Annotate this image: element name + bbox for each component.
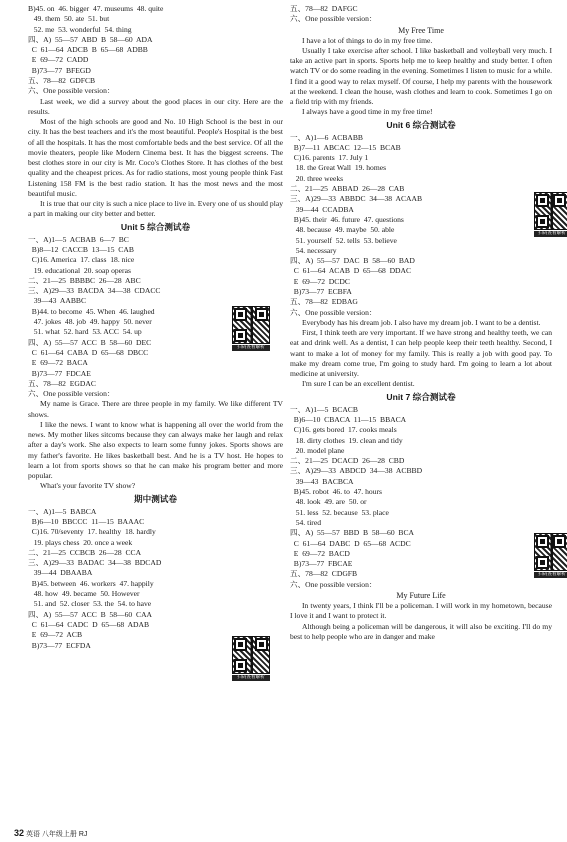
essay-paragraph: It is true that our city is such a nice place to live in. Every one of us should play a part in making our city better and better. [28, 199, 283, 219]
answer-line: C)16. 70/seventy 17. healthy 18. hardly [28, 527, 156, 537]
essay-paragraph: Usually I take exercise after school. I like basketball and volleyball very much. I take an active part in sports. Sports help me to keep healthy and study better. I often watch TV or do some reading in the evening. Sometimes I listen to music for a while. I find it a good way to relax myself. Of course, I help my parents with the housework at the weekend. I clean the house, wash clothes and learn to cook. Sometimes I go on a field trip with my friends. [290, 45, 552, 107]
answer-line: 39—44 DBAABA [28, 568, 93, 578]
answer-line: C)16. America 17. class 18. nice [28, 255, 135, 265]
right-column [290, 4, 552, 642]
answer-line: 二、21—25 DCACD 26—28 CBD [290, 456, 405, 466]
answer-line: C)16. gets bored 17. cooks meals [290, 425, 397, 435]
answer-line: 19. plays chess 20. once a week [28, 537, 133, 547]
answer-line: 一、A)1—6 ACBABB [290, 132, 363, 142]
answer-line: 39—44 CCADBA [290, 204, 354, 214]
page-number: 32 [14, 828, 25, 838]
answer-line: 18. dirty clothes 19. clean and tidy [290, 435, 403, 445]
unit7-title: Unit 7 综合测试卷 [386, 391, 456, 402]
answer-line: 39—43 AABBC [28, 296, 87, 306]
unit6-answers [290, 133, 552, 318]
answer-line: 51. what 52. hard 53. ACC 54. up [28, 327, 142, 337]
answer-line: 六、One possible version： [290, 307, 377, 317]
essay-paragraph: Everybody has his dream job. I also have my dream job. I want to be a dentist. [302, 317, 541, 327]
answer-line: 二、21—25 ABBAD 26—28 CAB [290, 184, 405, 194]
answer-line: 三、A)29—33 BADAC 34—38 BDCAD [28, 558, 162, 568]
essay-paragraph: I'm sure I can be an excellent dentist. [302, 379, 415, 389]
answer-line: 三、A)29—33 ABBDC 34—38 ACAAB [290, 194, 423, 204]
qr-caption: 扫码查看解析 [534, 572, 567, 578]
answer-line: 一、A)1—5 ACBAB 6—7 BC [28, 234, 129, 244]
answer-line: 四、A) 55—57 ACC B 58—60 CAA [28, 609, 153, 619]
essay-paragraph: I always have a good time in my free time! [302, 107, 433, 117]
answer-line: 五、78—82 EGDAC [28, 378, 96, 388]
qr-code-icon [232, 306, 270, 344]
answer-line: 四、A) 55—57 ACC B 58—60 DEC [28, 337, 152, 347]
answer-line: 六、One possible version： [28, 86, 115, 96]
answer-line: 20. model plane [290, 445, 345, 455]
answer-line: 51. and 52. closer 53. the 54. to have [28, 599, 152, 609]
midterm-answers-cont [290, 4, 552, 25]
answer-line: 二、21—25 BBBBC 26—28 ABC [28, 275, 141, 285]
qr-code-midterm[interactable] [232, 636, 270, 680]
answer-line: B)44. to become 45. When 46. laughed [28, 306, 155, 316]
essay-paragraph: In twenty years, I think I'll be a policeman. I will work in my hometown, because I love it and I want to protect it. [290, 601, 552, 621]
answer-line: 20. three weeks [290, 173, 344, 183]
essay-city-survey [28, 97, 283, 220]
qr-code-icon [534, 192, 567, 230]
answer-line: B)45. their 46. future 47. questions [290, 214, 404, 224]
essay-paragraph: My name is Grace. There are three people in my family. We like different TV shows. [28, 399, 283, 419]
qr-code-icon [534, 533, 567, 571]
answer-line: E 69—72 BACA [28, 358, 88, 368]
answer-line: 四、A) 55—57 DAC B 58—60 BAD [290, 256, 415, 266]
answer-line: B)8—12 CACCB 13—15 CAB [28, 244, 134, 254]
answer-line: 二、21—25 CCBCB 26—28 CCA [28, 547, 142, 557]
answer-line: B)6—10 CBACA 11—15 BBACA [290, 414, 407, 424]
footer-subject: 英语 八年级上册 RJ [25, 831, 88, 838]
essay-paragraph: First, I think teeth are very important. If we have strong and healthy teeth, we can eat and drink well. As a dentist, I can help people keep their teeth healthy. Second, I want to make a lot of money for my family. This is really a job with good pay. To make my dream come true, I'm going to study hard. I'm going to learn a lot about medicine at university. [290, 328, 552, 379]
answer-line: B)73—77 FBCAE [290, 559, 353, 569]
essay-dream-job [290, 318, 552, 390]
essay-paragraph: What's your favorite TV show? [40, 481, 136, 491]
essay-paragraph: Although being a policeman will be dangerous, it will also be exciting. I'll do my best to help people who are in danger and make [290, 621, 552, 641]
qr-code-unit7[interactable] [534, 533, 567, 577]
answer-line: 51. less 52. because 53. place [290, 507, 389, 517]
answer-line: C 61—64 DABC D 65—68 ACDC [290, 538, 411, 548]
essay-future-life-title: My Future Life [396, 591, 446, 601]
answer-line: 一、A)1—5 BABCA [28, 506, 97, 516]
unit7-answers [290, 405, 552, 590]
answer-line: 六、One possible version： [290, 579, 377, 589]
essay-future-life [290, 601, 552, 642]
answer-line: 五、78—82 GDFCB [28, 76, 96, 86]
answer-line: 48. how 49. became 50. However [28, 589, 140, 599]
essay-paragraph: Last week, we did a survey about the good places in our city. Here are the results. [28, 96, 283, 116]
answer-line: E 69—72 CADD [28, 55, 89, 65]
answer-line: 三、A)29—33 BACDA 34—38 CDACC [28, 286, 161, 296]
midterm-title: 期中测试卷 [134, 493, 177, 504]
answer-line: C 61—64 ACAB D 65—68 DDAC [290, 266, 412, 276]
qr-caption: 扫码查看解析 [232, 345, 270, 351]
answer-line: C 61—64 CABA D 65—68 DBCC [28, 347, 149, 357]
answer-line: C)16. parents 17. July 1 [290, 153, 369, 163]
answer-line: 五、78—82 DAFGC [290, 4, 358, 13]
answer-line: 四、A) 55—57 ABD B 58—60 ADA [28, 34, 153, 44]
essay-paragraph: Most of the high schools are good and No. 10 High School is the best in our city. It has the best teachers and it's the most beautiful. People's Hospital is the best of all the hospitals. It has the most comfortable beds and the best service. Of all the movie theaters, people like Modern Cinema best. It has the biggest screens. The best clothes store in our city is Mr. Coco's Clothes Store. It has clothes of the best quality and the cheapest prices. As for radio stations, most young people think Fast Listening 158 FM is the best radio station. It has the most news and the most beautiful music. [28, 117, 283, 198]
answer-line: E 69—72 BACD [290, 548, 350, 558]
answer-line: 六、One possible version： [28, 389, 115, 399]
answer-line: 54. tired [290, 517, 322, 527]
answer-line: B)45. between 46. workers 47. happily [28, 578, 154, 588]
answer-line: E 69—72 ACB [28, 630, 83, 640]
qr-code-unit6[interactable] [534, 192, 567, 236]
answer-line: 六、One possible version： [290, 14, 377, 24]
page-footer [14, 828, 87, 840]
answer-line: B)7—11 ABCAC 12—15 BCAB [290, 142, 401, 152]
unit5-title: Unit 5 综合测试卷 [120, 221, 191, 232]
answer-line: 三、A)29—33 ABDCD 34—38 ACBBD [290, 466, 423, 476]
answer-line: 四、A) 55—57 BBD B 58—60 BCA [290, 528, 415, 538]
answer-line: B)73—77 ECBFA [290, 287, 352, 297]
essay-paragraph: I like the news. I want to know what is happening all over the world from the news. My mother likes sitcoms because they can always make her laugh and relax after a day's work. She also expects to learn some funny jokes. Sports shows are my father's favorite. He likes basketball best. And he is a TV host. He hopes to learn a lot from sports shows so that he can make his program better and more popular. [28, 419, 283, 481]
midterm-answers [28, 507, 283, 651]
answers-prev-unit [28, 4, 283, 97]
answer-line: 51. yourself 52. tells 53. believe [290, 235, 397, 245]
answer-line: 52. me 53. wonderful 54. thing [28, 24, 132, 34]
answer-line: 47. jokes 48. job 49. happy 50. never [28, 317, 152, 327]
essay-free-time-title: My Free Time [398, 25, 444, 35]
qr-caption: 扫码查看解析 [232, 675, 270, 681]
answer-line: C 61—64 ADCB B 65—68 ADBB [28, 45, 148, 55]
answer-line: 48. look 49. are 50. or [290, 497, 367, 507]
answer-line: B)73—77 ECFDA [28, 640, 91, 650]
answer-line: B)45. on 46. bigger 47. museums 48. quite [28, 4, 164, 13]
qr-caption: 扫码查看解析 [534, 231, 567, 237]
answer-line: 五、78—82 CDGFB [290, 569, 358, 579]
answer-line: 54. necessary [290, 245, 337, 255]
answer-line: 39—43 BACBCA [290, 476, 354, 486]
answer-line: B)73—77 FDCAE [28, 368, 91, 378]
answer-line: C 61—64 CADC D 65—68 ADAB [28, 619, 150, 629]
answer-line: 五、78—82 EDBAG [290, 297, 358, 307]
answer-line: B)73—77 BFEGD [28, 65, 91, 75]
answer-line: 一、A)1—5 BCACB [290, 404, 358, 414]
answer-line: 49. them 50. ate 51. but [28, 14, 110, 24]
essay-tv-shows [28, 399, 283, 491]
answer-line: 48. because 49. maybe 50. able [290, 225, 395, 235]
answer-line: 18. the Great Wall 19. homes [290, 163, 387, 173]
essay-paragraph: I have a lot of things to do in my free time. [302, 35, 433, 45]
essay-free-time [290, 36, 552, 118]
unit6-title: Unit 6 综合测试卷 [386, 119, 456, 130]
qr-code-icon [232, 636, 270, 674]
qr-code-unit5[interactable] [232, 306, 270, 350]
answer-line: B)6—10 BBCCC 11—15 BAAAC [28, 516, 145, 526]
answer-line: 19. educational 20. soap operas [28, 265, 131, 275]
answer-line: E 69—72 DCDC [290, 276, 350, 286]
answer-line: B)45. robot 46. to 47. hours [290, 487, 382, 497]
